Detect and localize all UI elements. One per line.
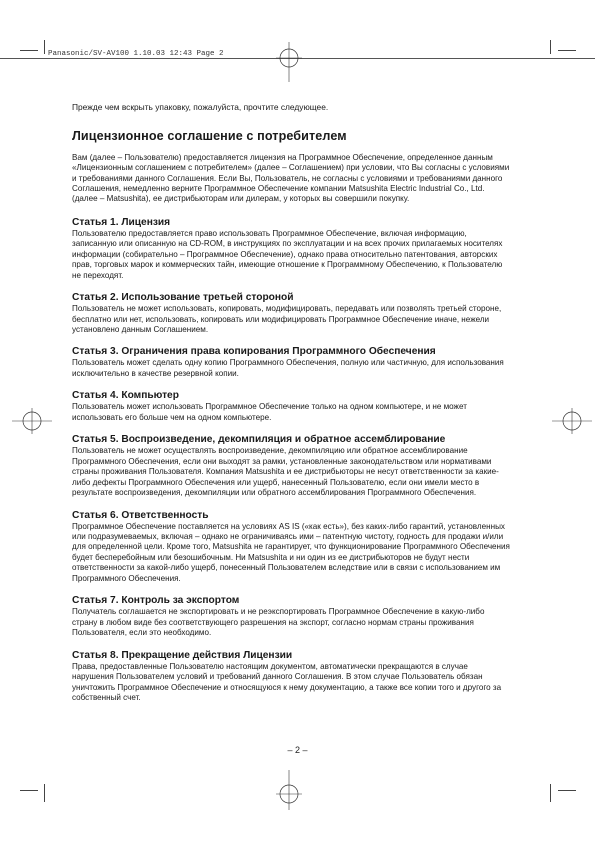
crop-mark-bottom-right-h bbox=[558, 790, 576, 791]
registration-mark-right-icon bbox=[552, 408, 592, 434]
article-heading: Статья 6. Ответственность bbox=[72, 509, 209, 521]
page-title: Лицензионное соглашение с потребителем bbox=[72, 128, 347, 143]
article-3 bbox=[72, 346, 510, 379]
crop-mark-top-left-h bbox=[20, 50, 38, 51]
article-heading: Статья 1. Лицензия bbox=[72, 216, 171, 228]
print-header: Panasonic/SV-AV100 1.10.03 12:43 Page 2 bbox=[48, 50, 224, 58]
article-text: Пользователь не может использовать, копировать, модифицировать, передавать или позволять третьей стороне, бесплатно или нет, использовать, копировать или модифицировать Программное Обеспечение иначе, нежели установлено данным Соглашением. bbox=[72, 304, 502, 335]
article-heading: Статья 2. Использование третьей стороной bbox=[72, 292, 294, 304]
article-text: Пользователю предоставляется право использовать Программное Обеспечение, включая информацию, записанную или описанную на CD-ROM, в инструкциях по эксплуатации и на всех прочих прилагаемых носителях информации (собирательно – Программное Обеспечение), однако права относительно патентования, авторских прав, торговых марок и коммерческих тайн, имеющие отношение к Программному Обеспечению, к Пользователю не переходят. bbox=[72, 228, 503, 280]
crop-mark-top-right bbox=[550, 40, 551, 54]
article-text: Пользователь может использовать Программное Обеспечение только на одном компьютере, и не может использовать его больше чем на одном компьютере. bbox=[72, 402, 467, 422]
article-heading: Статья 3. Ограничения права копирования Программного Обеспечения bbox=[72, 346, 436, 358]
article-heading: Статья 7. Контроль за экспортом bbox=[72, 595, 240, 607]
intro-note: Прежде чем вскрыть упаковку, пожалуйста, прочтите следующее. bbox=[72, 102, 329, 112]
registration-mark-bottom-icon bbox=[276, 770, 302, 810]
article-heading: Статья 8. Прекращение действия Лицензии bbox=[72, 649, 293, 661]
article-text: Пользователь не может осуществлять воспроизведение, декомпиляцию или обратное ассемблирование Программного Обеспечения, если они выходят за рамки, установленные законодательством или нормативами страны проживания Пользователя. Компания Matsushita и ее дистрибьюторы не несут ответственности за какие-либо дефекты Программного Обеспечения или ущерб, нанесенный Пользователю, если они имели место в результате воспроизведения, декомпиляции или обратного ассемблирования Программного Обеспечения. bbox=[72, 446, 499, 498]
article-heading: Статья 4. Компьютер bbox=[72, 390, 179, 402]
registration-mark-left-icon bbox=[12, 408, 52, 434]
article-8 bbox=[72, 650, 510, 704]
article-6 bbox=[72, 510, 510, 585]
page-number: – 2 – bbox=[287, 745, 308, 755]
article-text: Программное Обеспечение поставляется на условиях AS IS («как есть»), без каких-либо гарантий, установленных или подразумеваемых, включая – однако не ограничиваясь ими – патентную чистоту, годность для продажи и/или для определенной цели. Кроме того, Matsushita не гарантирует, что функционирование Программного Обеспечения будет бесперебойным или безошибочным. Ни Matsushita и ни один из ее дистрибьюторов не будут нести ответственности за какой-либо ущерб, понесенный Пользователем вследствие или в связи с использованием им Программного Обеспечения. bbox=[72, 521, 510, 583]
article-4 bbox=[72, 390, 510, 423]
registration-mark-top-icon bbox=[276, 42, 302, 82]
article-text: Пользователь может сделать одну копию Программного Обеспечения, полную или частичную, для использования исключительно в качестве резервной копии. bbox=[72, 358, 504, 378]
crop-mark-bottom-left-h bbox=[20, 790, 38, 791]
article-heading: Статья 5. Воспроизведение, декомпиляция и обратное ассемблирование bbox=[72, 434, 446, 446]
crop-mark-bottom-left-v bbox=[44, 784, 45, 802]
article-text: Права, предоставленные Пользователю настоящим документом, автоматически прекращаются в случае нарушения Пользователем условий и требований данного Соглашения. В этом случае Пользователь обязан уничтожить Программное Обеспечение и относящуюся к нему документацию, а также все копии того и другого за собственный счет. bbox=[72, 661, 502, 702]
preamble-paragraph: Вам (далее – Пользователю) предоставляется лицензия на Программное Обеспечение, определенное данным «Лицензионным соглашением с потребителем» (далее – Соглашением) при условии, что Вы согласны с условиями и требованиями данного Соглашения. Если Вы, Пользователь, не согласны с условиями и требованиями данного Соглашения, немедленно верните Программное Обеспечение компании Matsushita Electric Industrial Co., Ltd. (далее – Matsushita), ее дистрибьюторам или дилерам, у которых вы совершили покупку. bbox=[72, 152, 510, 204]
article-5 bbox=[72, 434, 510, 498]
article-7 bbox=[72, 595, 510, 638]
crop-mark-top-right-h bbox=[558, 50, 576, 51]
license-page bbox=[72, 102, 510, 703]
article-2 bbox=[72, 292, 510, 335]
article-text: Получатель соглашается не экспортировать и не реэкспортировать Программное Обеспечение в какую-либо страну в любом виде без соответствующего разрешения на экспорт, согласно нормам страны проживания Пользователя, если это необходимо. bbox=[72, 607, 485, 638]
article-1 bbox=[72, 217, 510, 281]
crop-mark-top-left bbox=[44, 40, 45, 54]
crop-mark-bottom-right-v bbox=[550, 784, 551, 802]
